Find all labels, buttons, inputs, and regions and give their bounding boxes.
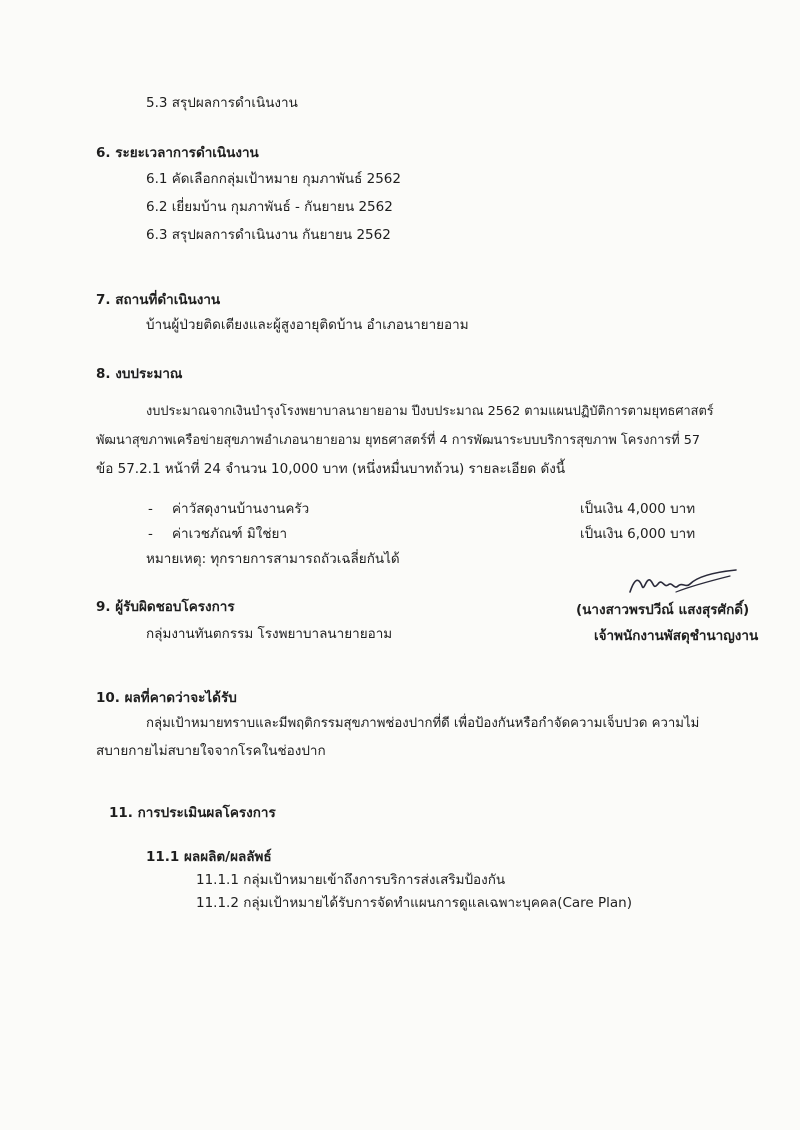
section-10-para-line-1: กลุ่มเป้าหมายทราบและมีพฤติกรรมสุขภาพช่องปากที่ดี เพื่อป้องกันหรือกำจัดความเจ็บปวด ความไม่	[146, 716, 700, 731]
signatory-title: เจ้าพนักงานพัสดุชำนาญงาน	[594, 628, 759, 644]
section-10-heading: 10. ผลที่คาดว่าจะได้รับ	[96, 690, 237, 706]
section-6-item-1: 6.1 คัดเลือกกลุ่มเป้าหมาย กุมภาพันธ์ 2562	[146, 171, 401, 187]
budget-item-2-dash: -	[148, 526, 153, 542]
budget-item-1-amount: เป็นเงิน 4,000 บาท	[580, 501, 696, 517]
section-11-1-heading: 11.1 ผลผลิต/ผลลัพธ์	[146, 849, 272, 865]
section-7-text: บ้านผู้ป่วยติดเตียงและผู้สูงอายุติดบ้าน อำเภอนายายอาม	[146, 317, 469, 333]
section-11-1-item-2: 11.1.2 กลุ่มเป้าหมายได้รับการจัดทำแผนการดูแลเฉพาะบุคคล(Care Plan)	[196, 895, 633, 911]
handwritten-signature	[620, 566, 760, 602]
budget-note: หมายเหตุ: ทุกรายการสามารถถัวเฉลี่ยกันได้	[146, 551, 400, 567]
section-6-heading: 6. ระยะเวลาการดำเนินงาน	[96, 145, 259, 161]
signatory-name: (นางสาวพรปวีณ์ แสงสุรศักดิ์)	[576, 602, 750, 618]
section-11-heading: 11. การประเมินผลโครงการ	[109, 805, 276, 821]
budget-item-1-label: ค่าวัสดุงานบ้านงานครัว	[172, 501, 310, 517]
section-5-item-3: 5.3 สรุปผลการดำเนินงาน	[146, 95, 298, 111]
budget-item-2-amount: เป็นเงิน 6,000 บาท	[580, 526, 696, 542]
section-6-item-2: 6.2 เยี่ยมบ้าน กุมภาพันธ์ - กันยายน 2562	[146, 199, 393, 215]
section-8-para-line-2: พัฒนาสุขภาพเครือข่ายสุขภาพอำเภอนายายอาม ยุทธศาสตร์ที่ 4 การพัฒนาระบบบริการสุขภาพ โครงการที่ 57	[96, 433, 701, 448]
section-9-text: กลุ่มงานทันตกรรม โรงพยาบาลนายายอาม	[146, 626, 393, 642]
section-8-heading: 8. งบประมาณ	[96, 366, 183, 382]
section-9-heading: 9. ผู้รับผิดชอบโครงการ	[96, 599, 235, 615]
section-6-item-3: 6.3 สรุปผลการดำเนินงาน กันยายน 2562	[146, 227, 391, 243]
section-11-1-item-1: 11.1.1 กลุ่มเป้าหมายเข้าถึงการบริการส่งเสริมป้องกัน	[196, 872, 506, 888]
budget-item-2-label: ค่าเวชภัณฑ์ มิใช่ยา	[172, 526, 288, 542]
budget-item-1-dash: -	[148, 501, 153, 517]
section-8-para-line-1: งบประมาณจากเงินบำรุงโรงพยาบาลนายายอาม ปีงบประมาณ 2562 ตามแผนปฏิบัติการตามยุทธศาสตร์	[146, 404, 714, 419]
section-7-heading: 7. สถานที่ดำเนินงาน	[96, 292, 221, 308]
section-10-para-line-2: สบายกายไม่สบายใจจากโรคในช่องปาก	[96, 743, 326, 759]
section-8-para-line-3: ข้อ 57.2.1 หน้าที่ 24 จำนวน 10,000 บาท (หนึ่งหมื่นบาทถ้วน) รายละเอียด ดังนี้	[96, 461, 566, 477]
